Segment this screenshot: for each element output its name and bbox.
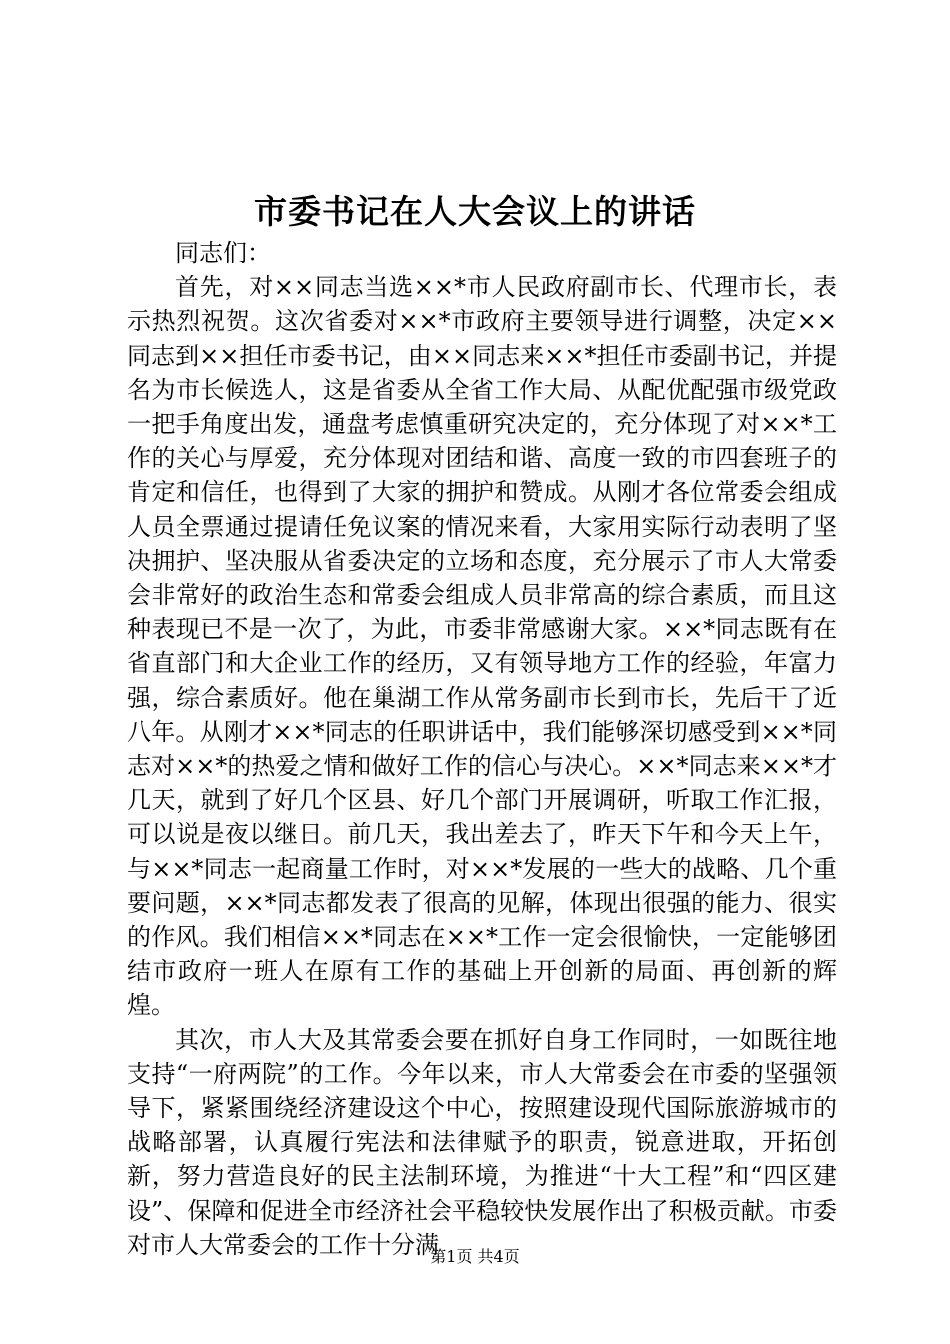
salutation: 同志们： xyxy=(175,239,271,267)
paragraph-1: 首先，对××同志当选××*市人民政府副市长、代理市长，表示热烈祝贺。这次省委对××*市政府主要领导进行调整，决定××同志到××担任市委书记，由××同志来××*担任市委副书记，并提名为市长候选人，这是省委从全省工作大局、从配优配强市级党政一把手角度出发，通盘考虑慎重研究决定的，充分体现了对××*工作的关心与厚爱，充分体现对团结和谐、高度一致的市四套班子的肯定和信任，也得到了大家的拥护和赞成。从刚才各位常委会组成人员全票通过提请任免议案的情况来看，大家用实际行动表明了坚决拥护、坚决服从省委决定的立场和态度，充分展示了市人大常委会非常好的政治生态和常委会组成人员非常高的综合素质，而且这种表现已不是一次了，为此，市委非常感谢大家。××*同志既有在省直部门和大企业工作的经历，又有领导地方工作的经验，年富力强，综合素质好。他在巢湖工作从常务副市长到市长，先后干了近八年。从刚才××*同志的任职讲话中，我们能够深切感受到××*同志对××*的热爱之情和做好工作的信心与决心。××*同志来××*才几天，就到了好几个区县、好几个部门开展调研，听取工作汇报，可以说是夜以继日。前几天，我出差去了，昨天下午和今天上午，与××*同志一起商量工作时，对××*发展的一些大的战略、几个重要问题，××*同志都发表了很高的见解，体现出很强的能力、很实的作风。我们相信××*同志在××*工作一定会很愉快，一定能够团结市政府一班人在原有工作的基础上开创新的局面、再创新的辉煌。 xyxy=(127,273,837,1020)
page-footer: 第1页 共4页 xyxy=(430,1247,520,1266)
document-title: 市委书记在人大会议上的讲话 xyxy=(254,192,696,231)
paragraph-2: 其次，市人大及其常委会要在抓好自身工作同时，一如既往地支持“一府两院”的工作。今年以来，市人大常委会在市委的坚强领导下，紧紧围绕经济建设这个中心，按照建设现代国际旅游城市的战略部署，认真履行宪法和法律赋予的职责，锐意进取，开拓创新，努力营造良好的民主法制环境，为推进“十大工程”和“四区建设”、保障和促进全市经济社会平稳较快发展作出了积极贡献。市委对市人大常委会的工作十分满 xyxy=(127,1025,837,1259)
document-body xyxy=(127,236,837,1262)
